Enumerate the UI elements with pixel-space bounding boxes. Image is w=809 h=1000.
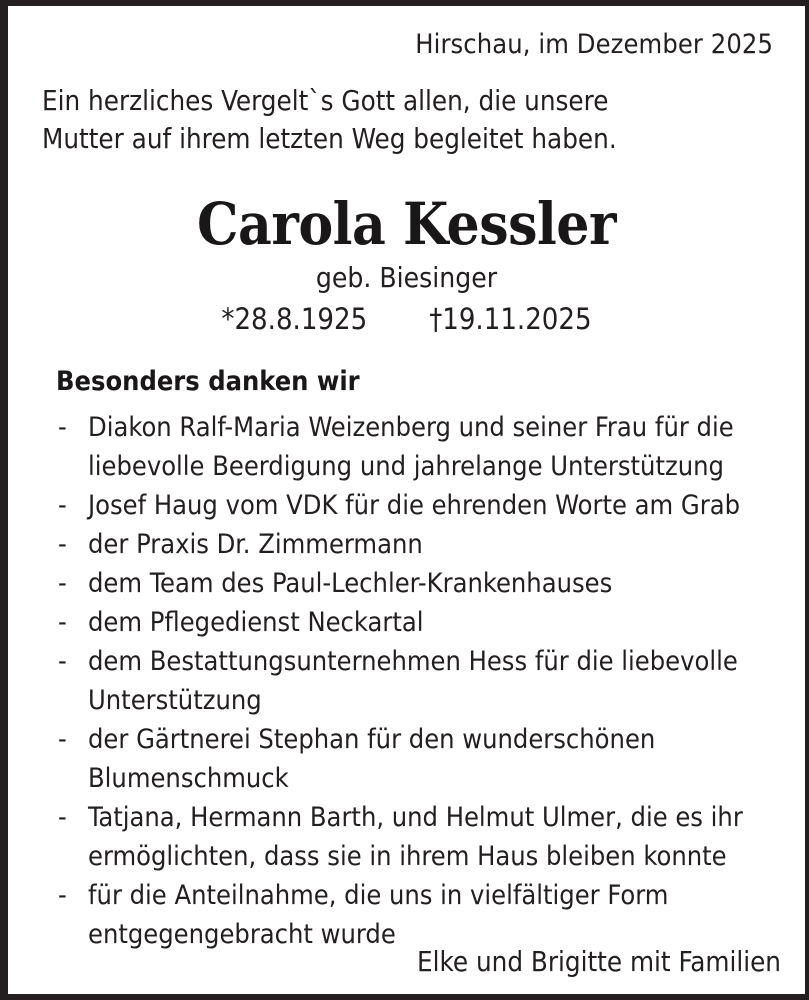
intro-line-1: Ein herzliches Vergelt`s Gott allen, die unsere	[42, 85, 609, 117]
list-item-line: entgegengebracht wurde	[88, 919, 396, 950]
list-bullet-dash: -	[58, 568, 67, 599]
list-item-line: Tatjana, Hermann Barth, und Helmut Ulmer, die es ihr	[88, 802, 743, 833]
list-item	[56, 798, 783, 876]
list-item	[56, 876, 783, 954]
list-item-line: Blumenschmuck	[88, 763, 289, 794]
deceased-name: Carola Kessler	[197, 190, 616, 258]
list-item-line: der Praxis Dr. Zimmermann	[88, 529, 423, 560]
list-item-line: ermöglichten, dass sie in ihrem Haus bleiben konnte	[88, 841, 727, 872]
list-bullet-dash: -	[58, 412, 67, 443]
deceased-name-block	[8, 192, 805, 337]
list-item-line: dem Pflegedienst Neckartal	[88, 607, 424, 638]
list-item-text	[88, 564, 783, 603]
list-item-text	[88, 798, 783, 876]
list-bullet-dash: -	[58, 490, 67, 521]
list-bullet-dash: -	[58, 646, 67, 677]
list-item	[56, 564, 783, 603]
thanks-list	[56, 408, 783, 954]
deceased-dates	[8, 301, 805, 337]
list-bullet-dash: -	[58, 802, 67, 833]
list-item	[56, 486, 783, 525]
notice-inner	[8, 6, 805, 994]
place-and-date: Hirschau, im Dezember 2025	[415, 29, 773, 60]
birth-date: *28.8.1925	[221, 302, 368, 336]
list-item-text	[88, 720, 783, 798]
signature: Elke und Brigitte mit Familien	[417, 946, 781, 978]
list-item-text	[88, 408, 783, 486]
list-item	[56, 603, 783, 642]
list-item-line: dem Bestattungsunternehmen Hess für die liebevolle	[88, 646, 738, 677]
intro-paragraph	[42, 82, 775, 158]
list-item	[56, 525, 783, 564]
list-item-text	[88, 525, 783, 564]
death-date: †19.11.2025	[429, 302, 592, 336]
list-item-text	[88, 642, 783, 720]
list-bullet-dash: -	[58, 880, 67, 911]
list-item-line: dem Team des Paul-Lechler-Krankenhauses	[88, 568, 613, 599]
list-item-line: Unterstützung	[88, 685, 262, 716]
list-item-line: liebevolle Beerdigung und jahrelange Unterstützung	[88, 451, 724, 482]
list-item-line: der Gärtnerei Stephan für den wunderschönen	[88, 724, 656, 755]
list-item-text	[88, 603, 783, 642]
list-item-line: Josef Haug vom VDK für die ehrenden Worte am Grab	[88, 490, 741, 521]
thanks-heading: Besonders danken wir	[56, 366, 360, 397]
list-item-line: Diakon Ralf-Maria Weizenberg und seiner Frau für die	[88, 412, 734, 443]
list-item	[56, 720, 783, 798]
list-item-text	[88, 876, 783, 954]
list-item-line: für die Anteilnahme, die uns in vielfältiger Form	[88, 880, 669, 911]
deceased-maiden-name: geb. Biesinger	[315, 261, 498, 294]
list-item-text	[88, 486, 783, 525]
intro-line-2: Mutter auf ihrem letzten Weg begleitet haben.	[42, 123, 617, 155]
list-bullet-dash: -	[58, 724, 67, 755]
list-item	[56, 408, 783, 486]
list-item	[56, 642, 783, 720]
list-bullet-dash: -	[58, 607, 67, 638]
list-bullet-dash: -	[58, 529, 67, 560]
